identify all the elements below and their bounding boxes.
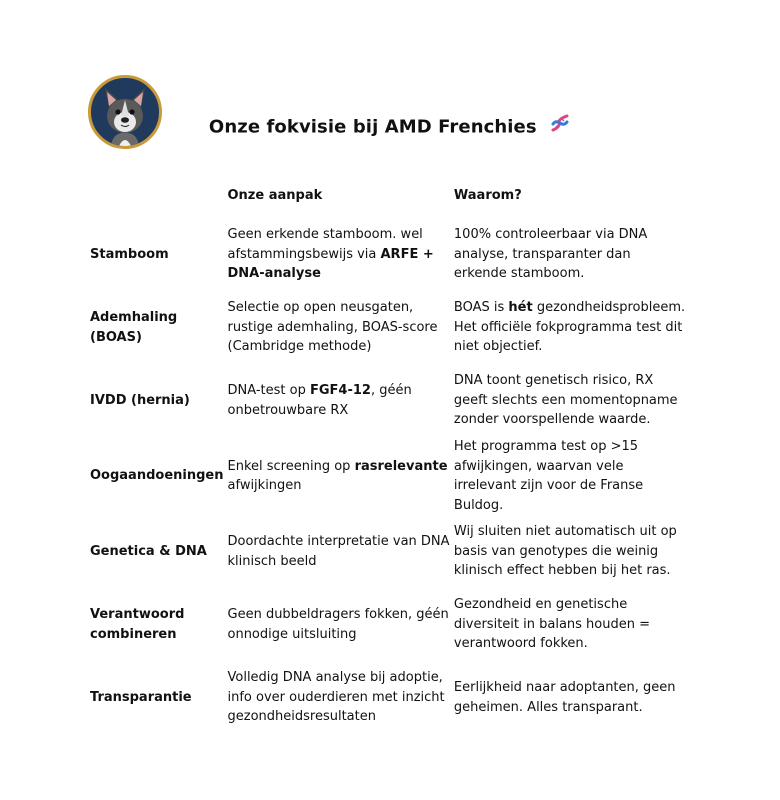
approach-cell-pre: Selectie op open neusgaten, rustige ademhaling, BOAS-score (Cambridge methode) — [227, 300, 438, 355]
approach-cell — [226, 218, 452, 291]
why-cell — [452, 437, 688, 515]
table-row — [88, 588, 688, 661]
row-label: IVDD (hernia) — [90, 392, 190, 408]
why-cell-bold: hét — [508, 300, 533, 316]
row-label: Verantwoord combineren — [90, 607, 185, 642]
why-cell-pre: Wij sluiten niet automatisch uit op basis van genotypes die weinig klinisch effect hebben bij het ras. — [453, 524, 677, 579]
row-label: Oogaandoeningen — [90, 468, 224, 484]
why-cell-pre: DNA toont genetisch risico, RX geeft slechts een momentopname zonder voorspellende waarde. — [453, 373, 678, 428]
approach-cell-post: , géén onbetrouwbare RX — [227, 383, 412, 418]
header-topic — [88, 184, 226, 218]
row-label: Ademhaling (BOAS) — [90, 310, 178, 345]
approach-cell — [226, 291, 452, 364]
why-cell — [452, 661, 688, 734]
dna-icon — [549, 112, 571, 139]
why-cell — [452, 218, 688, 291]
approach-cell-post: afwijkingen — [227, 478, 302, 493]
why-cell — [452, 515, 688, 588]
approach-cell-pre: Doordachte interpretatie van DNA klinisch beeld — [227, 534, 450, 569]
approach-cell — [226, 588, 452, 661]
approach-cell-pre: Geen erkende stamboom. wel afstammingsbewijs via — [227, 227, 423, 262]
table-row — [88, 661, 688, 734]
approach-cell — [226, 364, 452, 437]
approach-cell-pre: Geen dubbeldragers fokken, géén onnodige uitsluiting — [227, 607, 449, 642]
header-why: Waarom? — [453, 188, 522, 204]
row-label: Stamboom — [90, 246, 169, 262]
page-title — [0, 116, 780, 139]
why-cell — [452, 364, 688, 437]
table-row — [88, 515, 688, 588]
breeding-vision-table — [88, 184, 688, 734]
why-cell-pre: 100% controleerbaar via DNA analyse, transparanter dan erkende stamboom. — [453, 227, 648, 282]
why-cell-pre: Het programma test op >15 afwijkingen, waarvan vele irrelevant zijn voor de Franse Buldog. — [453, 439, 644, 513]
row-label: Transparantie — [90, 689, 192, 705]
approach-cell-bold: FGF4-12 — [309, 383, 371, 398]
why-cell — [452, 291, 688, 364]
why-cell-pre: Eerlijkheid naar adoptanten, geen geheimen. Alles transparant. — [453, 680, 676, 715]
why-cell-pre: Gezondheid en genetische diversiteit in balans houden = verantwoord fokken. — [453, 597, 650, 652]
header-approach: Onze aanpak — [227, 188, 323, 204]
table-row — [88, 218, 688, 291]
approach-cell — [226, 437, 452, 515]
approach-cell-pre: DNA-test op — [227, 383, 310, 398]
title-text: Onze fokvisie bij AMD Frenchies — [208, 116, 537, 138]
approach-cell — [226, 661, 452, 734]
table-header-row — [88, 184, 688, 218]
approach-cell-bold: ARFE + DNA-analyse — [227, 246, 434, 282]
row-label: Genetica & DNA — [90, 543, 207, 559]
why-cell-pre: BOAS is — [453, 300, 509, 316]
table-row — [88, 364, 688, 437]
approach-cell-pre: Enkel screening op — [227, 458, 355, 474]
why-cell-post: gezondheidsprobleem. Het officiële fokprogramma test dit niet objectief. — [453, 300, 686, 355]
table-row — [88, 291, 688, 364]
table-row — [88, 437, 688, 515]
approach-cell-pre: Volledig DNA analyse bij adoptie, info over ouderdieren met inzicht gezondheidsresultaten — [227, 670, 445, 725]
why-cell — [452, 588, 688, 661]
approach-cell — [226, 515, 452, 588]
approach-cell-bold: rasrelevante — [354, 458, 448, 474]
